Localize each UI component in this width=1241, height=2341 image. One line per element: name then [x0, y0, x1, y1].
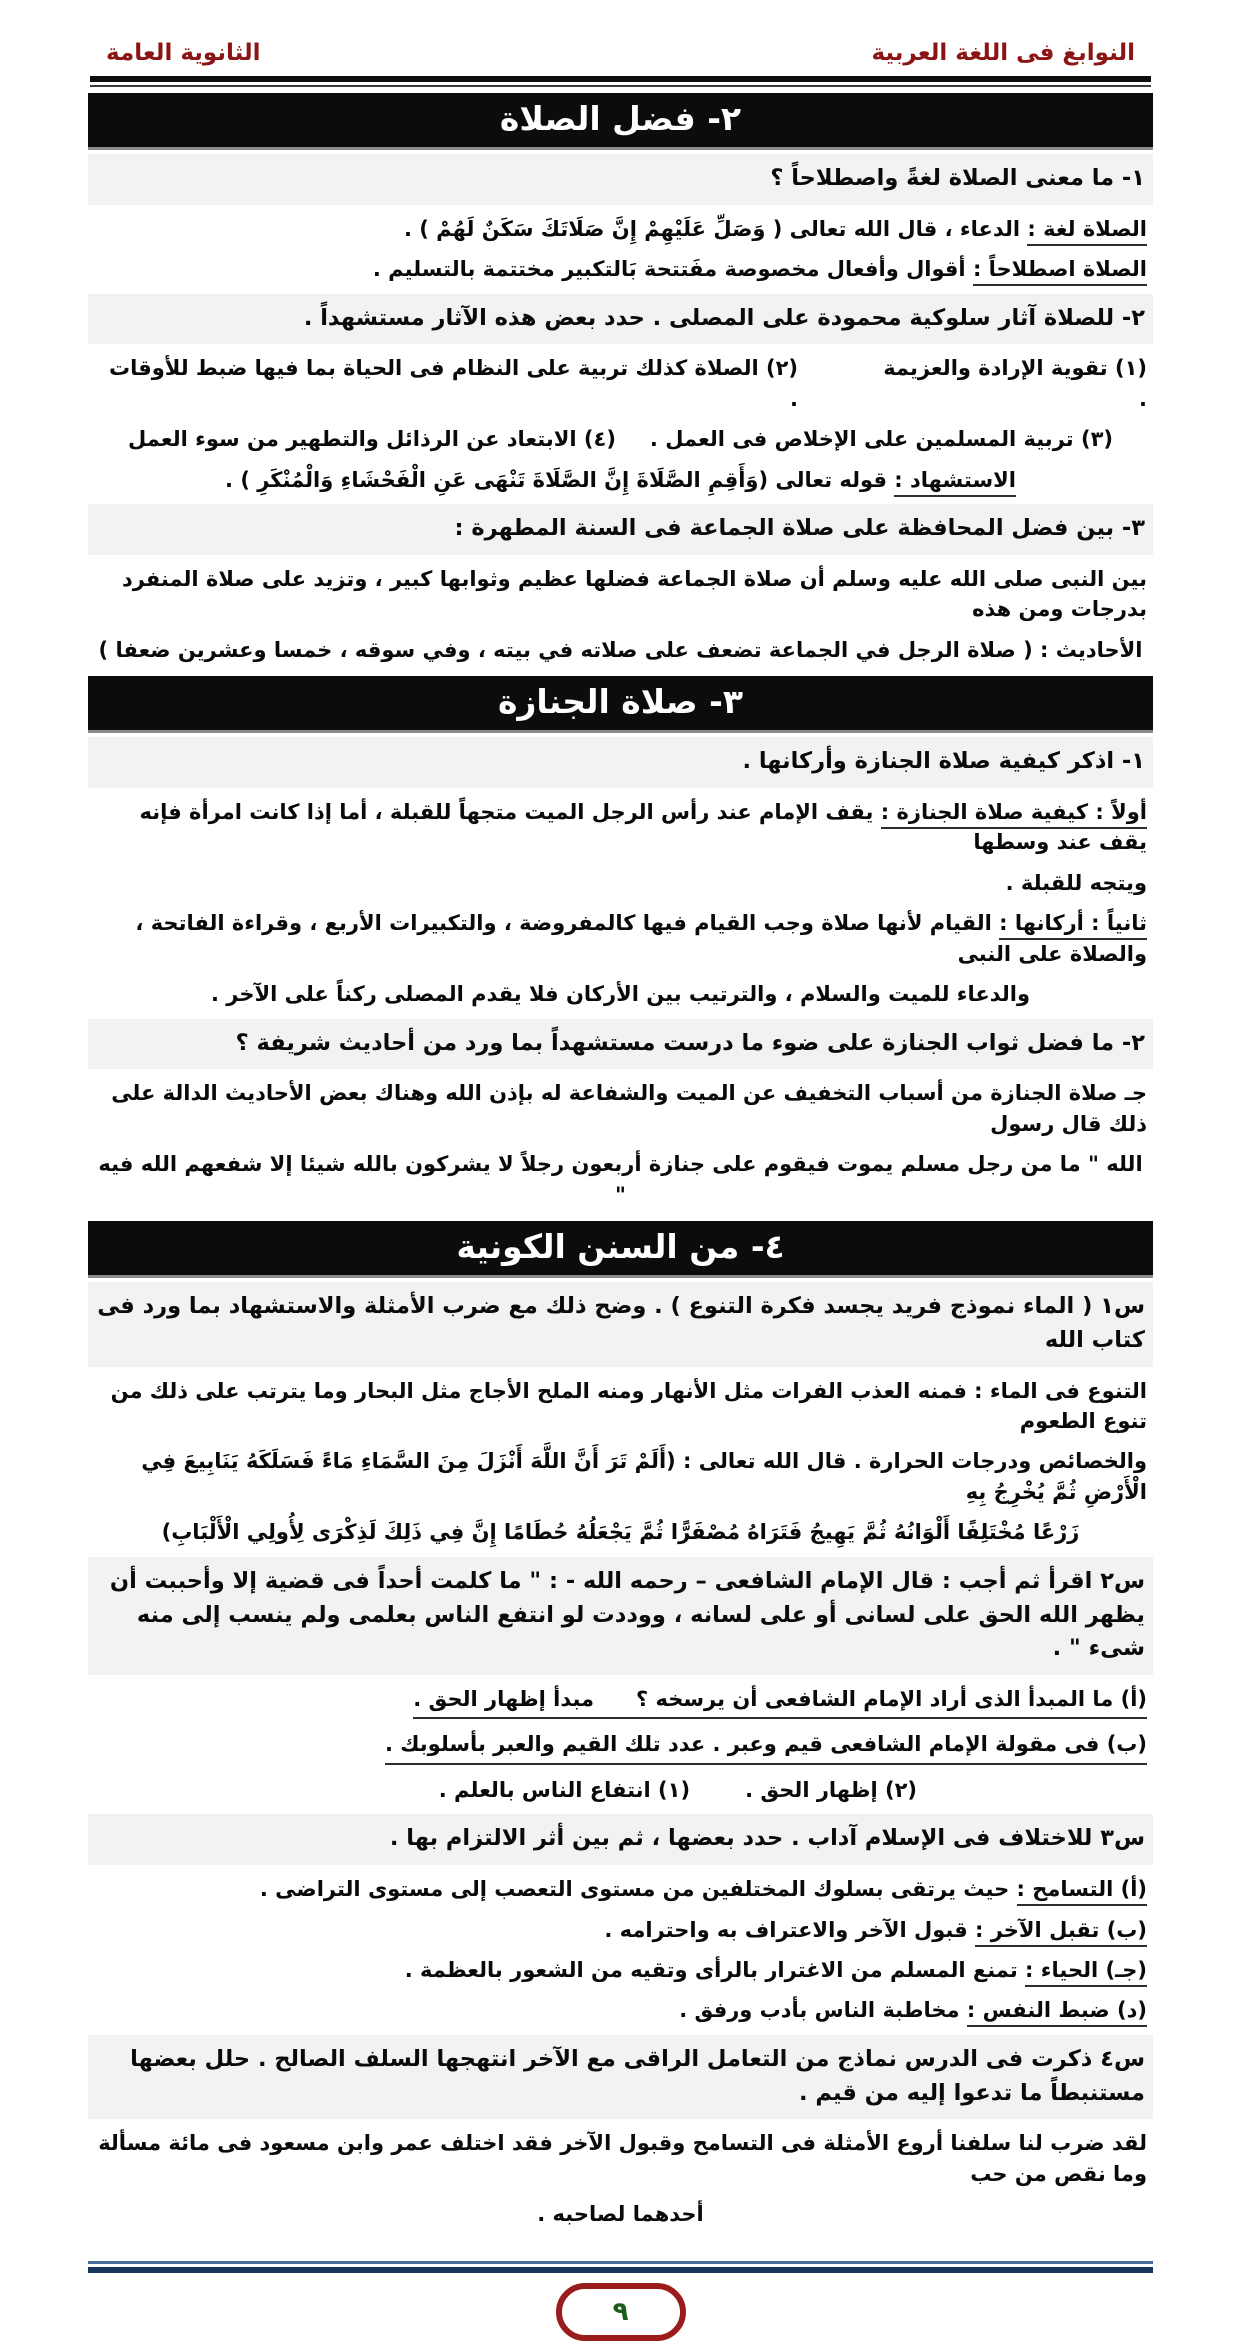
answer-item: (٢) الصلاة كذلك تربية على النظام فى الحياة بما فيها ضبط للأوقات .	[109, 356, 799, 411]
question-row: ١- اذكر كيفية صلاة الجنازة وأركانها .	[88, 737, 1153, 788]
section-banner-fadl: ٢- فضل الصلاة	[88, 93, 1153, 150]
answer-term: (أ) التسامح :	[1017, 1877, 1147, 1906]
answer-line: التنوع فى الماء : فمنه العذب الفرات مثل الأنهار ومنه الملح الأجاج مثل البحار وما يترتب على ذلك من تنوع الطعوم	[110, 1378, 1147, 1433]
question-row: ٣- بين فضل المحافظة على صلاة الجماعة فى السنة المطهرة :	[88, 504, 1153, 555]
answer-line	[88, 1724, 1153, 1769]
answer-line	[88, 1950, 1153, 1990]
answer-text: الدعاء ، قال الله تعالى ( وَصَلِّ عَلَيْهِمْ إِنَّ صَلَاتَكَ سَكَنٌ لَهُمْ ) .	[403, 216, 1028, 241]
answer-item: (٣) تربية المسلمين على الإخلاص فى العمل .	[649, 427, 1113, 452]
answer-text: قبول الآخر والاعتراف به واحترامه .	[604, 1917, 976, 1942]
answer-columns	[88, 348, 1153, 419]
question-row: س٢ اقرأ ثم أجب : قال الإمام الشافعى – رحمه الله - : " ما كلمت أحداً فى قضية إلا وأحببت أن يظهر الله الحق على لسانى أو على لسانه ، ووددت لو انتفع الناس بعلمى ولم ينسب إلى منه شىء " .	[88, 1557, 1153, 1675]
answer-text: أقوال وأفعال مخصوصة مفَتتحة بَالتكبير مختتمة بالتسليم .	[372, 257, 973, 282]
answer-line: الأحاديث : ( صلاة الرجل في الجماعة تضعف على صلاته في بيته ، وفي سوقه ، خمسا وعشرين ضعفا )	[98, 637, 1143, 662]
answer-line	[88, 1910, 1153, 1950]
answer-line: أحدهما لصاحبه .	[537, 2202, 704, 2227]
section-banner-sunan: ٤- من السنن الكونية	[88, 1221, 1153, 1278]
answer-columns	[88, 1770, 1153, 1810]
answer-line: لقد ضرب لنا سلفنا أروع الأمثلة فى التسامح وقبول الآخر فقد اختلف عمر وابن مسعود فى مائة مسألة وما نقص من حب	[98, 2131, 1147, 2186]
answer-text: مخاطبة الناس بأدب ورفق .	[679, 1998, 967, 2023]
page-header	[88, 0, 1153, 76]
answer-text: تمنع المسلم من الاغترار بالرأى وتقيه من الشعور بالعظمة .	[404, 1957, 1026, 1982]
header-left-title: الثانوية العامة	[106, 40, 261, 66]
answer-text: يقف الإمام عند رأس الرجل الميت متجهاً للقبلة ، أما إذا كانت امرأة فإنه يقف عند وسطها	[139, 799, 1147, 855]
page-number-area	[88, 2283, 1153, 2341]
answer-line: الله " ما من رجل مسلم يموت فيقوم على جنازة أربعون رجلاً لا يشركون بالله شيئا إلا شفعهم الله فيه "	[98, 1152, 1143, 1207]
footer-divider	[88, 2261, 1153, 2273]
question-row: س١ ( الماء نموذج فريد يجسد فكرة التنوع ) . وضح ذلك مع ضرب الأمثلة والاستشهاد بما ورد فى كتاب الله	[88, 1282, 1153, 1367]
answer-term: (د) ضبط النفس :	[967, 1998, 1147, 2027]
answer-item: (٤) الابتعاد عن الرذائل والتطهير من سوء العمل	[128, 427, 616, 452]
question-row: ٢- ما فضل ثواب الجنازة على ضوء ما درست مستشهداً بما ورد من أحاديث شريفة ؟	[88, 1019, 1153, 1070]
answer-line	[88, 249, 1153, 289]
answer-text: قوله تعالى (وَأَقِمِ الصَّلَاةَ إِنَّ الصَّلَاةَ تَنْهَى عَنِ الْفَحْشَاءِ وَالْمُنْكَرِ ) .	[225, 467, 895, 492]
answer-columns	[88, 419, 1153, 459]
answer-item: (١) انتفاع الناس بالعلم .	[438, 1777, 691, 1802]
sub-answer: مبدأ إظهار الحق .	[413, 1687, 595, 1711]
answer-text: حيث يرتقى بسلوك المختلفين من مستوى التعصب إلى مستوى التراضى .	[259, 1877, 1017, 1902]
answer-line	[88, 903, 1153, 974]
answer-term: (جـ) الحياء :	[1025, 1958, 1147, 1987]
answer-line: ويتجه للقبلة .	[1005, 870, 1147, 895]
answer-line: والدعاء للميت والسلام ، والترتيب بين الأركان فلا يقدم المصلى ركناً على الآخر .	[210, 982, 1031, 1007]
answer-item: (١) تقوية الإرادة والعزيمة .	[883, 356, 1147, 411]
question-row: س٤ ذكرت فى الدرس نماذج من التعامل الراقى مع الآخر انتهجها السلف الصالح . حلل بعضها مستنبطاً ما تدعوا إليه من قيم .	[88, 2035, 1153, 2120]
answer-line	[88, 1679, 1153, 1724]
question-row: ٢- للصلاة آثار سلوكية محمودة على المصلى . حدد بعض هذه الآثار مستشهداً .	[88, 294, 1153, 345]
sub-question: (أ) ما المبدأ الذى أراد الإمام الشافعى أن يرسخه ؟	[636, 1687, 1147, 1711]
answer-term: أولاً : كيفية صلاة الجنازة :	[881, 800, 1147, 829]
page-number-pill	[556, 2283, 686, 2341]
question-row: ١- ما معنى الصلاة لغةً واصطلاحاً ؟	[88, 154, 1153, 205]
answer-term: ثانياً : أركانها :	[999, 911, 1147, 940]
answer-term: الصلاة اصطلاحاً :	[973, 257, 1147, 286]
answer-line: والخصائص ودرجات الحرارة . قال الله تعالى : (أَلَمْ تَرَ أَنَّ اللَّهَ أَنْزَلَ مِنَ السَّمَاءِ مَاءً فَسَلَكَهُ يَنَابِيعَ فِي الْأَرْضِ ثُمَّ يُخْرِجُ بِهِ	[141, 1449, 1147, 1504]
section-banner-janaza: ٣- صلاة الجنازة	[88, 676, 1153, 733]
header-divider	[90, 76, 1151, 87]
sub-question: (ب) فى مقولة الإمام الشافعى قيم وعبر . عدد تلك القيم والعبر بأسلوبك .	[385, 1729, 1147, 1764]
footer-divider-thick	[88, 2267, 1153, 2273]
sub-question-row	[413, 1684, 1147, 1719]
page-number: ٩	[612, 2296, 629, 2327]
answer-line: بين النبى صلى الله عليه وسلم أن صلاة الجماعة فضلها عظيم وثوابها كبير ، وتزيد على صلاة المنفرد بدرجات ومن هذه	[121, 566, 1147, 622]
answer-line: زَرْعًا مُخْتَلِفًا أَلْوَانُهُ ثُمَّ يَهِيجُ فَتَرَاهُ مُصْفَرًّا ثُمَّ يَجْعَلُهُ حُطَامًا إِنَّ فِي ذَلِكَ لَذِكْرَى لِأُولِي الْأَلْبَابِ)	[161, 1520, 1080, 1545]
answer-term: الاستشهاد :	[894, 468, 1016, 497]
page-content	[88, 0, 1153, 2341]
answer-line	[88, 1990, 1153, 2030]
answer-term: الصلاة لغة :	[1027, 217, 1147, 246]
answer-term: (ب) تقبل الآخر :	[975, 1918, 1147, 1947]
answer-text: القيام لأنها صلاة وجب القيام فيها كالمفروضة ، والتكبيرات الأربع ، وقراءة الفاتحة ، والصلاة على النبى	[135, 911, 1147, 966]
answer-line	[88, 209, 1153, 249]
answer-line	[88, 792, 1153, 863]
answer-line: جـ صلاة الجنازة من أسباب التخفيف عن الميت والشفاعة له بإذن الله وهناك بعض الأحاديث الدالة على ذلك قال رسول	[111, 1081, 1147, 1136]
question-row: س٣ للاختلاف فى الإسلام آداب . حدد بعضها ، ثم بين أثر الالتزام بها .	[88, 1814, 1153, 1865]
answer-item: (٢) إظهار الحق .	[745, 1777, 917, 1802]
header-right-title: النوابغ فى اللغة العربية	[871, 40, 1135, 66]
answer-line	[88, 460, 1153, 500]
answer-line	[88, 1869, 1153, 1909]
